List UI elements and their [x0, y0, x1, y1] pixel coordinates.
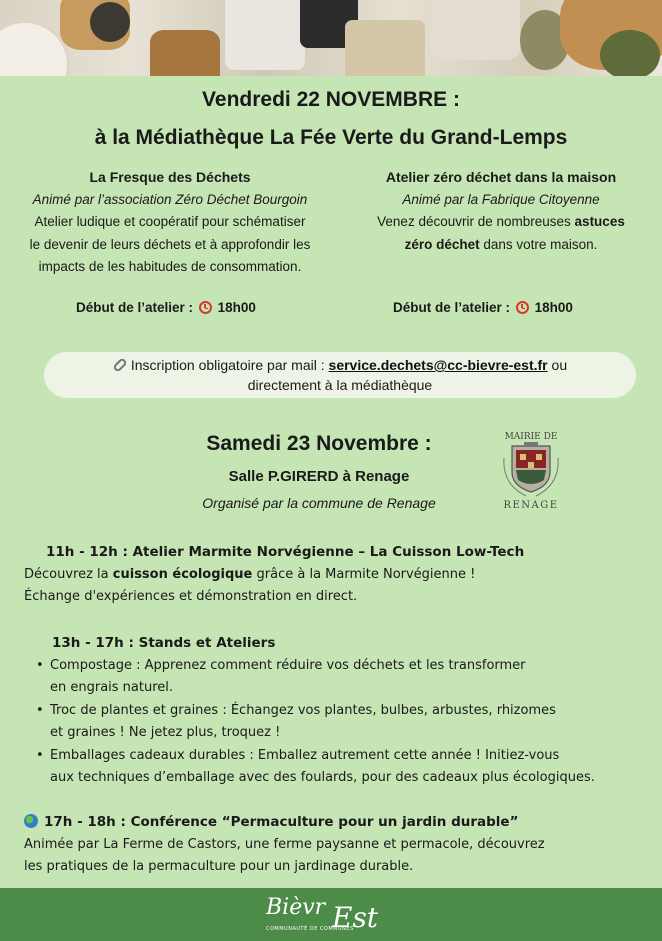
session-3-heading-row: [24, 811, 644, 834]
workshop-left-title: La Fresque des Déchets: [89, 169, 251, 185]
session-1-line1: [24, 564, 644, 587]
session-1-heading: [24, 541, 644, 564]
saturday-organizer: Organisé par la commune de Renage: [202, 495, 436, 511]
workshop-right-line2-bold: zéro déchet: [404, 236, 480, 252]
start-time-left: [76, 300, 256, 315]
start-time-right: [393, 300, 573, 315]
clock-icon: [516, 301, 529, 314]
logo-accent-text: Est: [332, 901, 379, 934]
session-3: [24, 811, 644, 879]
workshop-left-host: Animé par l’association Zéro Déchet Bourgoin: [32, 191, 308, 207]
workshop-right-host: Animé par la Fabrique Citoyenne: [402, 191, 600, 207]
list-item-line1: Troc de plantes et graines : Échangez vos plantes, bulbes, arbustes, rhizomes: [50, 702, 556, 718]
friday-venue: à la Médiathèque La Fée Verte du Grand-Lemps: [94, 126, 568, 149]
session-3-heading: 17h - 18h : Conférence “Permaculture pour un jardin durable”: [44, 814, 519, 830]
renage-seal-logo: [496, 428, 566, 512]
registration-or: ou: [551, 357, 568, 373]
workshop-left: [10, 166, 330, 279]
friday-heading: Vendredi 22 NOVEMBRE :: [202, 88, 460, 111]
link-icon: [112, 357, 128, 373]
workshop-left-line1: Atelier ludique et coopératif pour schématiser: [34, 214, 306, 229]
list-item-line2: en engrais naturel.: [50, 680, 174, 695]
saturday-venue: Salle P.GIRERD à Renage: [228, 468, 410, 485]
workshop-right: [346, 166, 656, 256]
session-3-line2: les pratiques de la permaculture pour un jardinage durable.: [24, 859, 414, 874]
start-label-right: Début de l’atelier :: [393, 300, 511, 315]
session-2: [36, 632, 655, 790]
bievre-est-logo: [262, 895, 386, 939]
session-1-line1-end: grâce à la Marmite Norvégienne !: [256, 566, 476, 582]
header-photo: [0, 0, 662, 76]
seal-top-text: MAIRIE DE: [504, 432, 558, 442]
workshop-left-line3: impacts de les habitudes de consommation.: [38, 259, 302, 274]
start-value-right: 18h00: [534, 300, 573, 315]
list-item: • Troc de plantes et graines : Échangez vos plantes, bulbes, arbustes, rhizomes et graines ! Ne jetez plus, troquez !: [50, 700, 655, 745]
workshop-right-line2-text: dans votre maison.: [483, 236, 598, 252]
workshop-left-line2: le devenir de leurs déchets et à approfondir les: [29, 236, 311, 252]
globe-icon: [24, 814, 38, 828]
workshop-right-line1-text: Venez découvrir de nombreuses: [377, 214, 571, 229]
seal-bottom-text: RENAGE: [503, 500, 559, 511]
registration-line2: directement à la médiathèque: [247, 377, 433, 393]
workshop-right-line1: [346, 211, 656, 234]
session-1-line1-bold: cuisson écologique: [112, 566, 253, 582]
session-3-line1: Animée par La Ferme de Castors, une ferme paysanne et permacole, découvrez: [24, 836, 545, 852]
registration-line1: [44, 355, 636, 375]
session-1-line1-text: Découvrez la: [24, 566, 109, 582]
session-1-line2: Échange d'expériences et démonstration en direct.: [24, 589, 358, 604]
list-item: • Emballages cadeaux durables : Emballez autrement cette année ! Initiez-vous aux techniques d’emballage avec des foulards, pour des cadeaux plus écologiques.: [50, 745, 655, 790]
workshop-right-title: Atelier zéro déchet dans la maison: [385, 169, 617, 185]
logo-sub-text: COMMUNAUTÉ DE COMMUNES: [266, 926, 354, 932]
start-label-left: Début de l’atelier :: [76, 300, 194, 315]
saturday-heading: Samedi 23 Novembre :: [206, 432, 432, 455]
start-value-left: 18h00: [217, 300, 256, 315]
session-1-time: 11h - 12h: [46, 544, 118, 560]
list-item-line1: Emballages cadeaux durables : Emballez autrement cette année ! Initiez-vous: [50, 747, 560, 763]
registration-box: [44, 352, 636, 398]
list-item: • Compostage : Apprenez comment réduire vos déchets et les transformer en engrais naturel.: [50, 655, 655, 700]
list-item-line2: et graines ! Ne jetez plus, troquez !: [50, 725, 281, 740]
registration-email-link[interactable]: service.dechets@cc-bievre-est.fr: [328, 357, 548, 373]
session-2-list: [36, 655, 655, 790]
clock-icon: [199, 301, 212, 314]
registration-text: Inscription obligatoire par mail :: [130, 357, 325, 373]
session-1-title: : Atelier Marmite Norvégienne – La Cuisson Low-Tech: [122, 544, 525, 560]
workshop-right-line2: [346, 234, 656, 257]
logo-main-text: Bièvr: [266, 895, 326, 920]
workshop-right-line1-bold: astuces: [574, 214, 625, 229]
session-1: [24, 541, 644, 609]
list-item-line2: aux techniques d’emballage avec des foulards, pour des cadeaux plus écologiques.: [50, 770, 595, 785]
list-item-line1: Compostage : Apprenez comment réduire vos déchets et les transformer: [50, 657, 526, 673]
session-2-heading: 13h - 17h : Stands et Ateliers: [52, 635, 276, 651]
